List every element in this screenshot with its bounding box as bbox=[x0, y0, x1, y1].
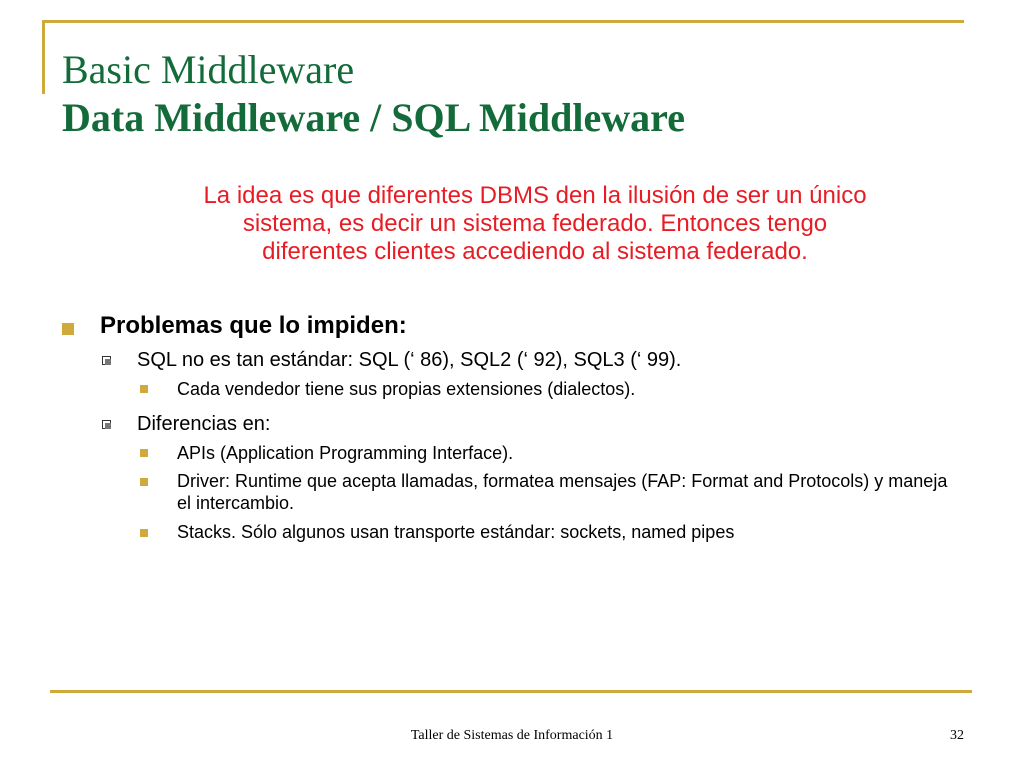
square-bullet-icon bbox=[140, 449, 148, 457]
intro-line-1: La idea es que diferentes DBMS den la ilusión de ser un único bbox=[203, 182, 867, 209]
top-frame-line bbox=[42, 20, 964, 23]
sub-item-dialects: Cada vendedor tiene sus propias extensiones (dialectos). bbox=[177, 379, 636, 399]
footer-divider bbox=[50, 690, 972, 693]
left-frame-line bbox=[42, 20, 45, 94]
square-bullet-icon bbox=[140, 385, 148, 393]
hollow-square-bullet-icon bbox=[102, 420, 111, 429]
section-heading: Problemas que lo impiden: bbox=[100, 312, 407, 339]
intro-paragraph bbox=[100, 182, 970, 266]
hollow-square-bullet-icon bbox=[102, 356, 111, 365]
list-item-diferencias: Diferencias en: bbox=[137, 413, 271, 435]
sub-item-driver: Driver: Runtime que acepta llamadas, formatea mensajes (FAP: Format and Protocols) y maneja el intercambio. bbox=[177, 471, 948, 513]
page-number: 32 bbox=[950, 728, 964, 743]
square-bullet-icon bbox=[62, 323, 74, 335]
sub-item-apis: APIs (Application Programming Interface). bbox=[177, 443, 514, 463]
intro-line-3: diferentes clientes accediendo al sistema federado. bbox=[262, 238, 808, 265]
footer-course-title: Taller de Sistemas de Información 1 bbox=[410, 728, 614, 743]
title-line-2: Data Middleware / SQL Middleware bbox=[62, 95, 685, 140]
square-bullet-icon bbox=[140, 478, 148, 486]
slide-title bbox=[62, 46, 685, 142]
square-bullet-icon bbox=[140, 529, 148, 537]
title-line-1: Basic Middleware bbox=[62, 47, 355, 92]
intro-line-2: sistema, es decir un sistema federado. Entonces tengo bbox=[242, 210, 828, 237]
list-item-sql-standard: SQL no es tan estándar: SQL (‘ 86), SQL2 (‘ 92), SQL3 (‘ 99). bbox=[137, 349, 682, 371]
sub-item-stacks: Stacks. Sólo algunos usan transporte estándar: sockets, named pipes bbox=[177, 522, 735, 542]
